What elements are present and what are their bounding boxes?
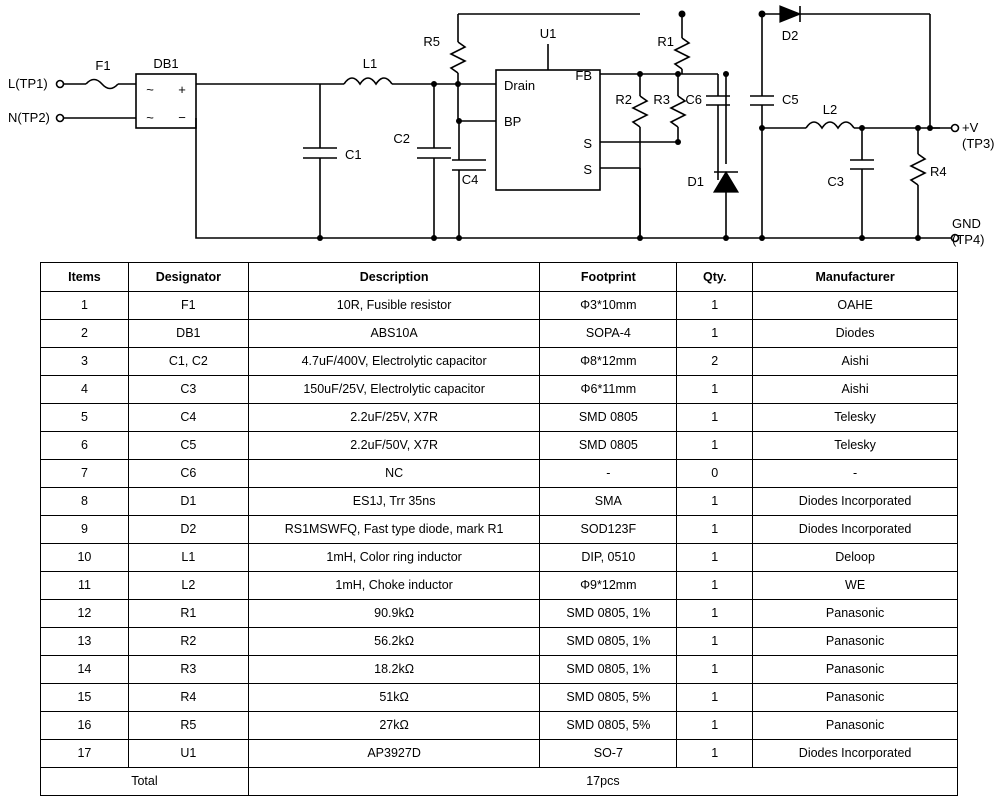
junction-dot xyxy=(455,81,461,87)
cell-items: 14 xyxy=(41,656,129,684)
cell-description: 150uF/25V, Electrolytic capacitor xyxy=(248,376,540,404)
cell-designator: C6 xyxy=(128,460,248,488)
cell-footprint: SMD 0805, 1% xyxy=(540,656,677,684)
cell-footprint: SMD 0805, 5% xyxy=(540,684,677,712)
cell-description: 1mH, Color ring inductor xyxy=(248,544,540,572)
component-db1 xyxy=(136,74,196,128)
label-r3: R3 xyxy=(653,92,670,107)
junction-dot xyxy=(637,235,643,241)
cell-total-value: 17pcs xyxy=(248,768,957,796)
cell-footprint: Φ3*10mm xyxy=(540,292,677,320)
junction-dot xyxy=(759,235,765,241)
cell-description: 1mH, Choke inductor xyxy=(248,572,540,600)
junction-dot xyxy=(915,235,921,241)
table-row xyxy=(41,628,958,656)
cell-description: AP3927D xyxy=(248,740,540,768)
label-l2: L2 xyxy=(822,102,838,117)
cell-designator: C4 xyxy=(128,404,248,432)
cell-footprint: SOPA-4 xyxy=(540,320,677,348)
cell-designator: U1 xyxy=(128,740,248,768)
junction-dot xyxy=(317,235,323,241)
cell-manufacturer: Panasonic xyxy=(753,628,958,656)
junction-dot xyxy=(759,125,765,131)
cell-qty: 1 xyxy=(677,600,753,628)
table-row xyxy=(41,656,958,684)
cell-items: 2 xyxy=(41,320,129,348)
cell-items: 12 xyxy=(41,600,129,628)
table-row xyxy=(41,712,958,740)
cell-manufacturer: Deloop xyxy=(753,544,958,572)
cell-designator: R4 xyxy=(128,684,248,712)
label-r1: R1 xyxy=(657,34,674,49)
cell-footprint: SOD123F xyxy=(540,516,677,544)
cell-footprint: Φ6*11mm xyxy=(540,376,677,404)
cell-description: 2.2uF/25V, X7R xyxy=(248,404,540,432)
cell-designator: R1 xyxy=(128,600,248,628)
cell-qty: 1 xyxy=(677,628,753,656)
cell-items: 15 xyxy=(41,684,129,712)
junction-dot xyxy=(679,11,686,18)
cell-items: 1 xyxy=(41,292,129,320)
cell-items: 10 xyxy=(41,544,129,572)
cell-designator: D1 xyxy=(128,488,248,516)
cell-qty: 1 xyxy=(677,432,753,460)
cell-items: 4 xyxy=(41,376,129,404)
cell-designator: R5 xyxy=(128,712,248,740)
label-r2: R2 xyxy=(615,92,632,107)
junction-dot xyxy=(723,71,729,77)
cell-footprint: SMD 0805, 1% xyxy=(540,628,677,656)
cell-footprint: SMD 0805, 1% xyxy=(540,600,677,628)
cell-qty: 0 xyxy=(677,460,753,488)
cell-designator: D2 xyxy=(128,516,248,544)
cell-description: ES1J, Trr 35ns xyxy=(248,488,540,516)
u1-pin-s1: S xyxy=(583,136,592,151)
column-header-footprint: Footprint xyxy=(540,263,677,292)
db1-pin-plus: + xyxy=(178,82,186,97)
label-d1: D1 xyxy=(687,174,704,189)
label-output-pos-tp: (TP3) xyxy=(962,136,995,151)
label-c3: C3 xyxy=(827,174,844,189)
terminal-tp2 xyxy=(57,115,64,122)
label-input-line: L(TP1) xyxy=(8,76,48,91)
cell-items: 13 xyxy=(41,628,129,656)
cell-manufacturer: Panasonic xyxy=(753,656,958,684)
label-db1: DB1 xyxy=(153,56,179,71)
cell-items: 6 xyxy=(41,432,129,460)
cell-qty: 1 xyxy=(677,684,753,712)
cell-footprint: SMA xyxy=(540,488,677,516)
cell-manufacturer: WE xyxy=(753,572,958,600)
cell-footprint: - xyxy=(540,460,677,488)
table-row xyxy=(41,292,958,320)
u1-pin-s2: S xyxy=(583,162,592,177)
table-row xyxy=(41,404,958,432)
cell-designator: C3 xyxy=(128,376,248,404)
cell-description: 4.7uF/400V, Electrolytic capacitor xyxy=(248,348,540,376)
cell-designator: F1 xyxy=(128,292,248,320)
cell-manufacturer: Aishi xyxy=(753,376,958,404)
column-header-manufacturer: Manufacturer xyxy=(753,263,958,292)
cell-footprint: SMD 0805 xyxy=(540,432,677,460)
cell-footprint: SMD 0805, 5% xyxy=(540,712,677,740)
label-d2: D2 xyxy=(781,28,799,43)
column-header-items: Items xyxy=(41,263,129,292)
table-row xyxy=(41,376,958,404)
cell-designator: L2 xyxy=(128,572,248,600)
db1-pin-ac1: ~ xyxy=(146,82,154,97)
cell-description: NC xyxy=(248,460,540,488)
cell-designator: R2 xyxy=(128,628,248,656)
cell-manufacturer: Panasonic xyxy=(753,600,958,628)
junction-dot xyxy=(915,125,921,131)
cell-description: 51kΩ xyxy=(248,684,540,712)
label-l1: L1 xyxy=(362,56,378,71)
bom-table xyxy=(40,262,958,796)
label-input-neutral: N(TP2) xyxy=(8,110,50,125)
label-output-pos: +V xyxy=(962,120,979,135)
column-header-description: Description xyxy=(248,263,540,292)
table-row xyxy=(41,488,958,516)
cell-footprint: SMD 0805 xyxy=(540,404,677,432)
cell-items: 16 xyxy=(41,712,129,740)
junction-dot xyxy=(431,235,437,241)
label-c4: C4 xyxy=(461,172,479,187)
table-total-row xyxy=(41,768,958,796)
table-row xyxy=(41,516,958,544)
junction-dot xyxy=(723,235,729,241)
cell-qty: 1 xyxy=(677,376,753,404)
cell-manufacturer: Diodes Incorporated xyxy=(753,740,958,768)
cell-manufacturer: Diodes Incorporated xyxy=(753,516,958,544)
cell-description: 18.2kΩ xyxy=(248,656,540,684)
cell-description: RS1MSWFQ, Fast type diode, mark R1 xyxy=(248,516,540,544)
column-header-designator: Designator xyxy=(128,263,248,292)
table-header-row xyxy=(41,263,958,292)
terminal-tp3 xyxy=(952,125,959,132)
cell-footprint: Φ9*12mm xyxy=(540,572,677,600)
table-row xyxy=(41,684,958,712)
label-c6: C6 xyxy=(685,92,702,107)
cell-qty: 1 xyxy=(677,572,753,600)
cell-items: 9 xyxy=(41,516,129,544)
u1-pin-bp: BP xyxy=(504,114,522,129)
cell-footprint: Φ8*12mm xyxy=(540,348,677,376)
cell-items: 8 xyxy=(41,488,129,516)
cell-items: 7 xyxy=(41,460,129,488)
cell-manufacturer: Telesky xyxy=(753,432,958,460)
table-row xyxy=(41,432,958,460)
table-row xyxy=(41,544,958,572)
db1-pin-minus: − xyxy=(178,110,186,125)
cell-description: 56.2kΩ xyxy=(248,628,540,656)
db1-pin-ac2: ~ xyxy=(146,110,154,125)
table-row xyxy=(41,740,958,768)
cell-qty: 1 xyxy=(677,320,753,348)
label-r4: R4 xyxy=(930,164,947,179)
terminal-tp1 xyxy=(57,81,64,88)
cell-description: 2.2uF/50V, X7R xyxy=(248,432,540,460)
cell-designator: C5 xyxy=(128,432,248,460)
table-row xyxy=(41,600,958,628)
cell-qty: 2 xyxy=(677,348,753,376)
column-header-qty: Qty. xyxy=(677,263,753,292)
bom-table-container xyxy=(40,262,958,796)
table-row xyxy=(41,572,958,600)
u1-pin-drain: Drain xyxy=(504,78,536,93)
table-row xyxy=(41,348,958,376)
cell-description: ABS10A xyxy=(248,320,540,348)
cell-qty: 1 xyxy=(677,712,753,740)
cell-qty: 1 xyxy=(677,404,753,432)
cell-manufacturer: Telesky xyxy=(753,404,958,432)
cell-designator: L1 xyxy=(128,544,248,572)
cell-manufacturer: Aishi xyxy=(753,348,958,376)
cell-qty: 1 xyxy=(677,292,753,320)
cell-manufacturer: Panasonic xyxy=(753,712,958,740)
junction-dot xyxy=(456,235,462,241)
cell-items: 17 xyxy=(41,740,129,768)
cell-items: 5 xyxy=(41,404,129,432)
cell-designator: R3 xyxy=(128,656,248,684)
cell-description: 27kΩ xyxy=(248,712,540,740)
cell-items: 11 xyxy=(41,572,129,600)
junction-dot xyxy=(431,81,437,87)
label-c2: C2 xyxy=(393,131,410,146)
cell-footprint: DIP, 0510 xyxy=(540,544,677,572)
cell-description: 90.9kΩ xyxy=(248,600,540,628)
junction-dot xyxy=(859,235,865,241)
label-output-gnd-tp: (TP4) xyxy=(952,232,985,247)
label-c1: C1 xyxy=(345,147,362,162)
component-d2 xyxy=(780,6,800,22)
cell-manufacturer: Diodes xyxy=(753,320,958,348)
cell-manufacturer: - xyxy=(753,460,958,488)
cell-manufacturer: Panasonic xyxy=(753,684,958,712)
junction-dot xyxy=(675,139,681,145)
table-row xyxy=(41,460,958,488)
cell-footprint: SO-7 xyxy=(540,740,677,768)
cell-qty: 1 xyxy=(677,656,753,684)
label-output-gnd: GND xyxy=(952,216,981,231)
cell-manufacturer: Diodes Incorporated xyxy=(753,488,958,516)
cell-manufacturer: OAHE xyxy=(753,292,958,320)
cell-total-label: Total xyxy=(41,768,249,796)
cell-description: 10R, Fusible resistor xyxy=(248,292,540,320)
label-f1: F1 xyxy=(95,58,111,73)
table-row xyxy=(41,320,958,348)
cell-qty: 1 xyxy=(677,544,753,572)
cell-qty: 1 xyxy=(677,488,753,516)
cell-designator: DB1 xyxy=(128,320,248,348)
cell-qty: 1 xyxy=(677,516,753,544)
label-u1: U1 xyxy=(539,26,557,41)
junction-dot xyxy=(859,125,865,131)
cell-items: 3 xyxy=(41,348,129,376)
cell-qty: 1 xyxy=(677,740,753,768)
u1-pin-fb: FB xyxy=(575,68,592,83)
label-r5: R5 xyxy=(423,34,440,49)
cell-designator: C1, C2 xyxy=(128,348,248,376)
label-c5: C5 xyxy=(782,92,799,107)
